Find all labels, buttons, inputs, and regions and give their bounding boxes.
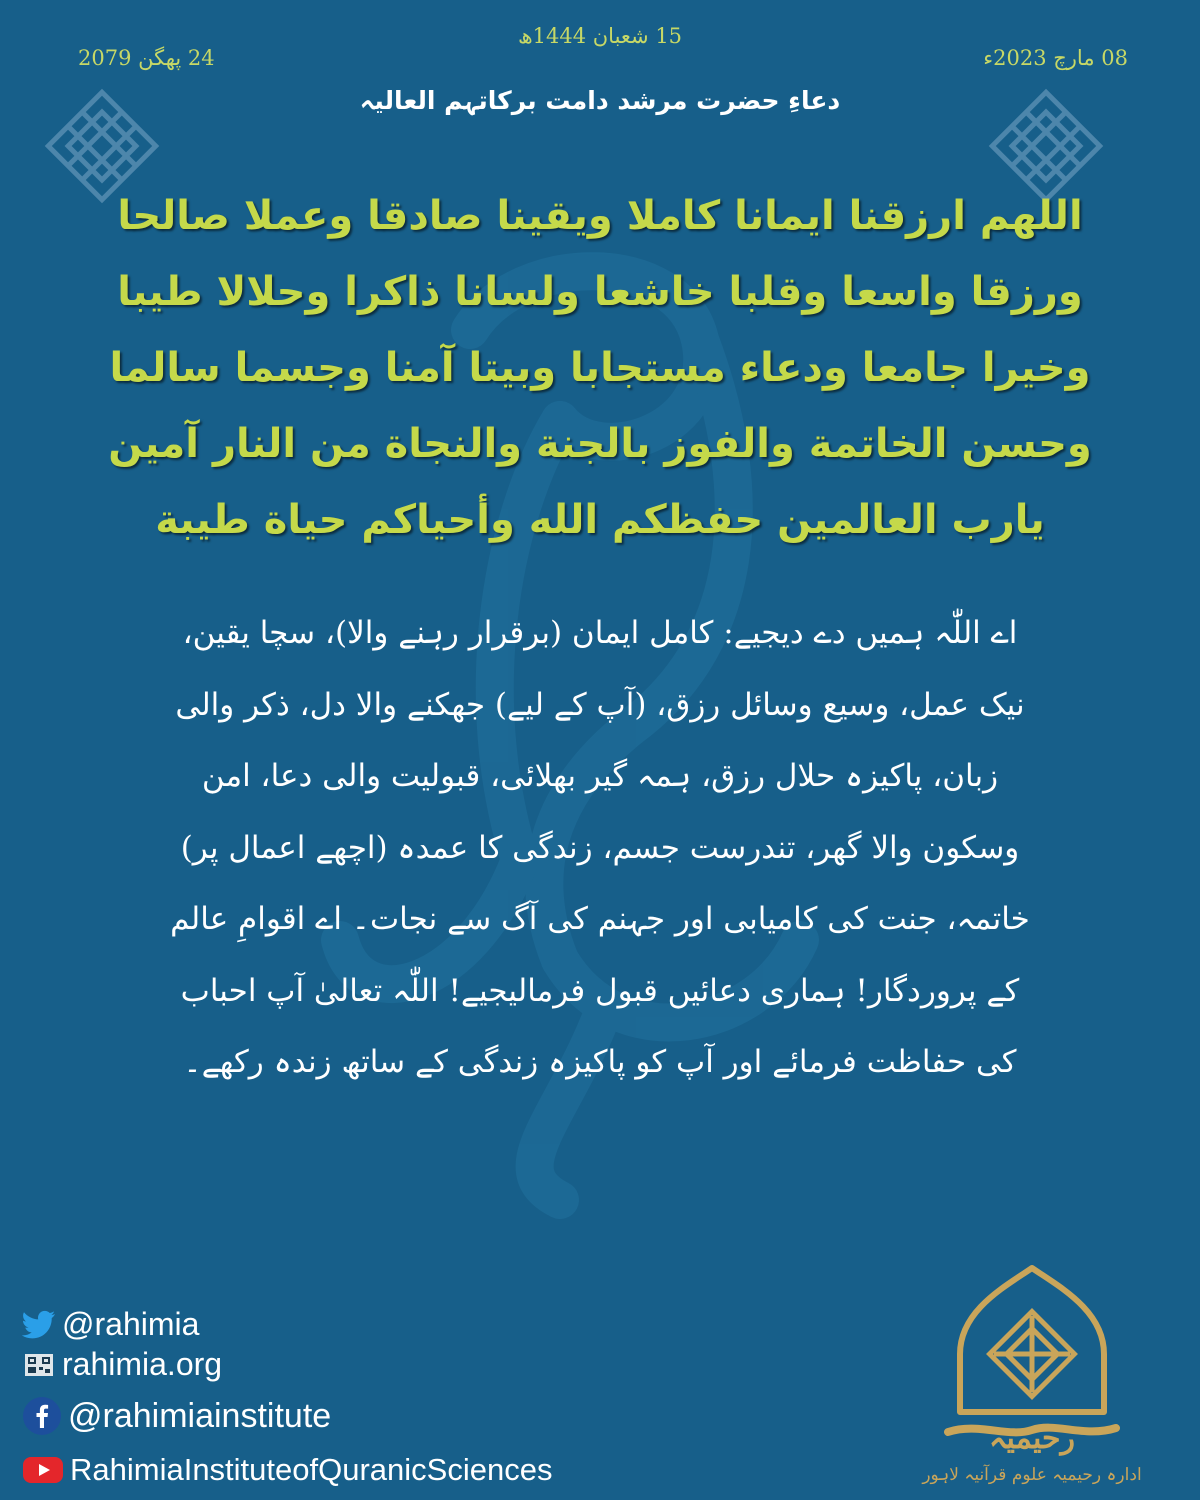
twitter-bird-icon: [22, 1308, 56, 1342]
web-qr-icon: [22, 1348, 56, 1382]
facebook-icon: [22, 1396, 62, 1436]
youtube-link[interactable]: [22, 1452, 552, 1488]
twitter-link[interactable]: [22, 1306, 199, 1343]
facebook-handle: @rahimiainstitute: [68, 1396, 332, 1435]
dua-arabic-text: اللهم ارزقنا ایمانا کاملا ویقینا صادقا وعملا صالحا ورزقا واسعا وقلبا خاشعا ولسانا ذاکرا وحلالا طیبا وخیرا جامعا ودعاء مستجابا وبیتا آمنا وجسما سالما وحسن الخاتمة والفوز بالجنة والنجاة من النار آمین یارب العالمین حفظکم الله وأحیاکم حیاة طیبة: [108, 193, 1092, 543]
logo-name: رحیمیہ: [988, 1421, 1076, 1456]
website-link[interactable]: [22, 1346, 222, 1383]
facebook-link[interactable]: [22, 1396, 331, 1436]
gregorian-date: 08 مارچ 2023ء: [983, 46, 1128, 70]
twitter-handle: @rahimia: [62, 1306, 200, 1342]
poster-subtitle: دعاءِ حضرت مرشد دامت برکاتہم العالیہ: [359, 86, 841, 115]
rahimia-logo: [908, 1262, 1156, 1490]
website-url: rahimia.org: [62, 1346, 223, 1382]
hijri-date: 15 شعبان 1444ھ: [517, 24, 683, 48]
youtube-channel: RahimiaInstituteofQuranicSciences: [70, 1452, 553, 1487]
bikrami-date: 24 پھگن 2079: [78, 46, 215, 70]
dua-urdu-translation: اے اللّٰہ ہمیں دے دیجیے: کامل ایمان (برقرار رہنے والا)، سچا یقین، نیک عمل، وسیع وسائل رزق، (آپ کے لیے) جھکنے والا دل، ذکر والی زبان، پاکیزہ حلال رزق، ہمہ گیر بھلائی، قبولیت والی دعا، امن وسکون والا گھر، تندرست جسم، زندگی کا عمدہ (اچھے اعمال پر) خاتمہ، جنت کی کامیابی اور جہنم کی آگ سے نجات۔ اے اقوامِ عالم کے پروردگار! ہماری دعائیں قبول فرمالیجیے! اللّٰہ تعالیٰ آپ احباب کی حفاظت فرمائے اور آپ کو پاکیزہ زندگی کے ساتھ زندہ رکھے۔: [170, 615, 1030, 1080]
youtube-icon: [22, 1455, 64, 1485]
logo-tagline: ادارہ رحیمیہ علوم قرآنیہ لاہور: [922, 1465, 1142, 1485]
